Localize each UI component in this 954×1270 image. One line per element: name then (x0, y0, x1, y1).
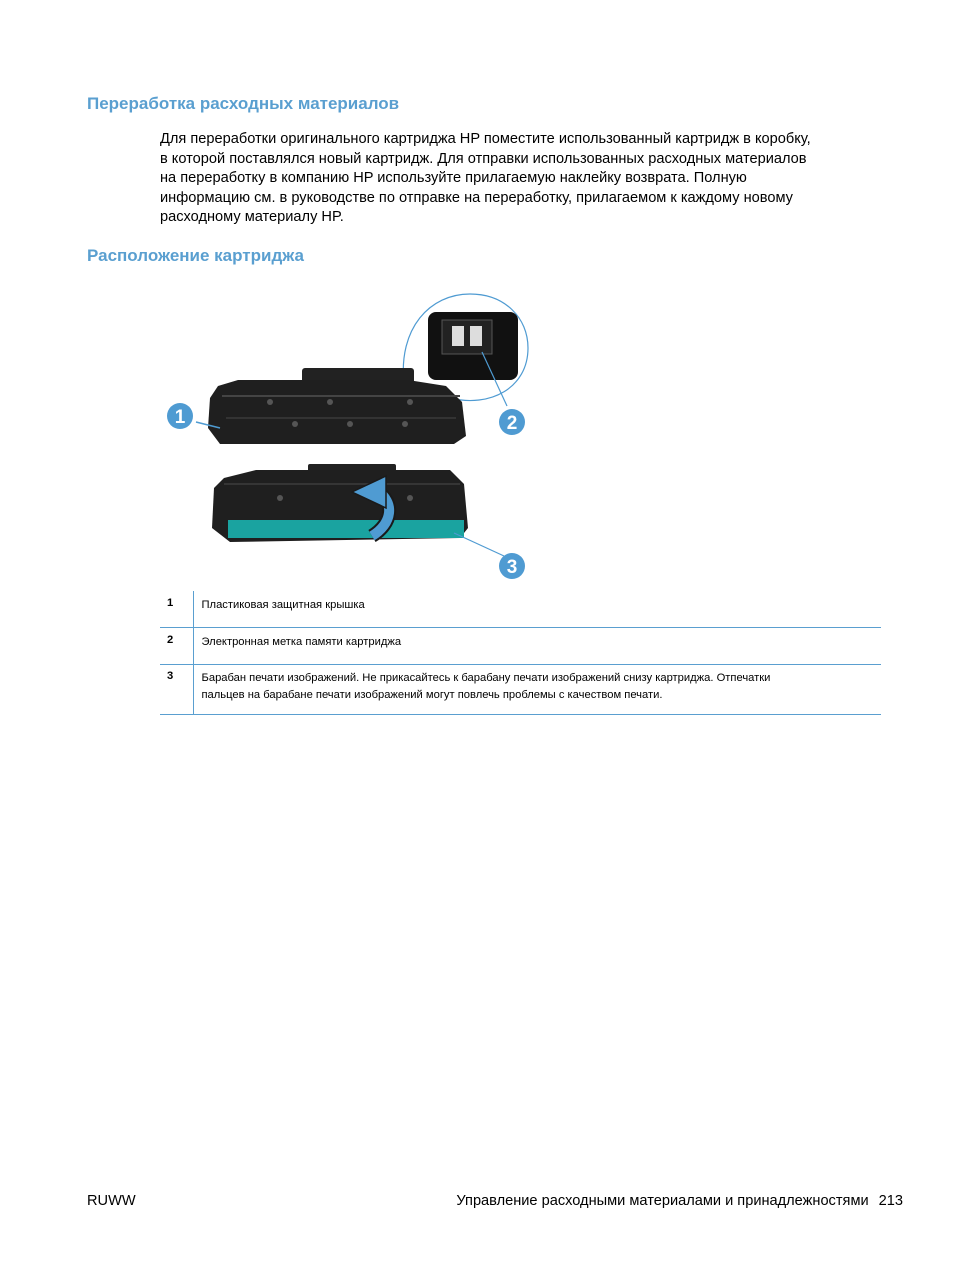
legend-description: Электронная метка памяти картриджа (193, 628, 881, 665)
legend-description: Пластиковая защитная крышка (193, 591, 881, 628)
paragraph-line: в которой поставлялся новый картридж. Для отправки использованных расходных материалов (160, 150, 807, 167)
page-number: 213 (878, 1193, 903, 1209)
legend-row (160, 665, 881, 715)
cartridge-illustration (160, 288, 540, 588)
legend-description-line: пальцев на барабане печати изображений могут повлечь проблемы с качеством печати. (201, 689, 663, 701)
paragraph-line: информацию см. в руководстве по отправке на переработку, прилагаемом к каждому новому (160, 189, 793, 206)
callout-3 (499, 553, 525, 579)
paragraph-line: Для переработки оригинального картриджа HP поместите использованный картридж в коробку, (160, 131, 811, 147)
paragraph-line: расходному материалу HP. (160, 209, 344, 225)
footer-locale: RUWW (87, 1193, 136, 1209)
legend-description-line: Барабан печати изображений. Не прикасайтесь к барабану печати изображений снизу картриджа. Отпечатки (201, 672, 771, 684)
callout-1 (167, 403, 193, 429)
legend-table (160, 591, 881, 715)
legend-row (160, 628, 881, 665)
legend-number: 1 (160, 591, 193, 628)
svg-text:2: 2 (506, 413, 518, 434)
paragraph-line: на переработку в компанию HP используйте прилагаемую наклейку возврата. Полную (160, 170, 747, 186)
footer-chapter (456, 1193, 903, 1209)
legend-number: 3 (160, 665, 193, 715)
svg-text:3: 3 (506, 557, 518, 578)
legend-number: 2 (160, 628, 193, 665)
section-heading-recycling: Переработка расходных материалов (87, 94, 400, 113)
cartridge-top (196, 368, 466, 444)
callout-2 (499, 409, 525, 435)
recycling-paragraph (160, 130, 890, 228)
legend-row (160, 591, 881, 628)
svg-text:1: 1 (174, 407, 186, 428)
cartridge-bottom (212, 464, 504, 556)
footer-chapter-title: Управление расходными материалами и принадлежностями (456, 1193, 869, 1209)
section-heading-cartridge-location: Расположение картриджа (87, 246, 304, 265)
legend-description (193, 665, 881, 715)
